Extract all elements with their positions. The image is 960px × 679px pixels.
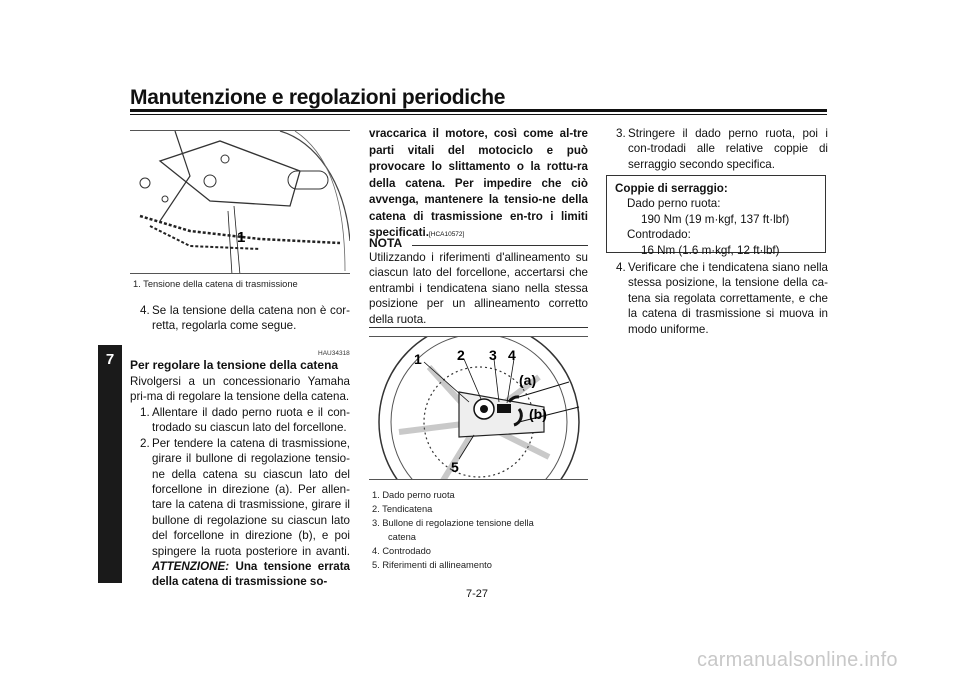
page-title: Manutenzione e regolazioni periodiche: [130, 86, 506, 109]
section-heading: Per regolare la tensione della catena: [130, 358, 339, 372]
figure2-callout-3: 3: [489, 347, 497, 363]
nota-heading: NOTA: [369, 236, 403, 250]
warning-continuation: vraccarica il motore, così come al-tre parti vitali del motociclo e può provocare lo slittamento o la rottu-ra della catena. Per impedire che ciò avvenga, mantenere la tensio-ne della catena di trasmissione en-tro i limiti specificati.[HCA10572]: [369, 127, 588, 239]
nota-end-rule: [369, 327, 588, 328]
torque-locknut-value: 16 Nm (1.6 m·kgf, 12 ft·lbf): [641, 243, 780, 257]
torque-locknut-label: Controdado:: [627, 228, 691, 242]
step4-check-tension: 4. Se la tensione della catena non è cor-retta, regolarla come segue.: [140, 304, 350, 333]
chapter-tab: [98, 345, 122, 583]
chapter-number: 7: [105, 351, 115, 368]
torque-axle-value: 190 Nm (19 m·kgf, 137 ft·lbf): [641, 212, 790, 226]
figure2-callout-2: 2: [457, 347, 465, 363]
header-rule-thin: [130, 114, 827, 115]
figure1-callout: 1: [237, 229, 246, 246]
step3-tighten: 3. Stringere il dado perno ruota, poi i con-trodadi alle relative coppie di serraggio secondo specifica.: [616, 127, 828, 171]
figure2-callout-4: 4: [508, 347, 516, 363]
figure-chain-tension: [130, 130, 350, 274]
step-1: 1. Allentare il dado perno ruota e il con-trodado su ciascun lato del forcellone.: [140, 406, 350, 435]
figure1-caption: 1. Tensione della catena di trasmissione: [133, 279, 298, 289]
figure2-callout-5: 5: [451, 459, 459, 475]
header-rule: [130, 109, 827, 112]
nota-rule: [412, 245, 588, 246]
watermark: carmanualsonline.info: [697, 649, 898, 671]
torque-title: Coppie di serraggio:: [615, 182, 728, 195]
figure2-callout-b: (b): [529, 406, 547, 422]
attention-label: ATTENZIONE:: [152, 560, 230, 574]
figure2-callout-1: 1: [414, 351, 422, 367]
procedure-code: HAU34318: [318, 350, 350, 357]
adjustment-steps: [130, 405, 350, 590]
warning-code: [HCA10572]: [428, 231, 465, 238]
chain-tension-illustration: [130, 131, 350, 274]
torque-axle-label: Dado perno ruota:: [627, 197, 721, 211]
intro-paragraph: Rivolgersi a un concessionario Yamaha pri-ma di regolare la tensione della catena.: [130, 375, 350, 404]
nota-text: Utilizzando i riferimenti d'allineamento su ciascun lato del forcellone, accertarsi che entrambi i tendicatena siano nella stessa posizione per un allineamento corretto della ruota.: [369, 251, 588, 326]
step4-verify: 4. Verificare che i tendicatena siano nella stessa posizione, la tensione della ca-tena sia regolata correttamente, e che la catena di trasmissione si muova in modo uniforme.: [616, 261, 828, 336]
figure2-caption: 1. Dado perno ruota 2. Tendicatena 3. Bullone di regolazione tensione della catena 4. Controdado 5. Riferimenti di allineamento: [372, 490, 534, 570]
page-number: 7-27: [466, 588, 489, 600]
figure2-callout-a: (a): [519, 372, 537, 388]
step-2: 2. Per tendere la catena di trasmissione, girare il bullone di regolazione tensio-ne della catena su ciascun lato del forcellone in direzione (a). Per allen-tare la catena di trasmissione, girare il bullone di regolazione su ciascun lato del forcellone in direzione (b), e poi spingere la ruota posteriore in avanti. ATTENZIONE: Una tensione errata della catena di trasmissione so-: [140, 436, 350, 589]
rear-axle-illustration: [369, 337, 588, 480]
torque-specification-box: [606, 175, 826, 257]
attention-text: Una tensione errata della catena di trasmissione so-: [152, 560, 350, 589]
figure-rear-axle: [369, 336, 588, 480]
